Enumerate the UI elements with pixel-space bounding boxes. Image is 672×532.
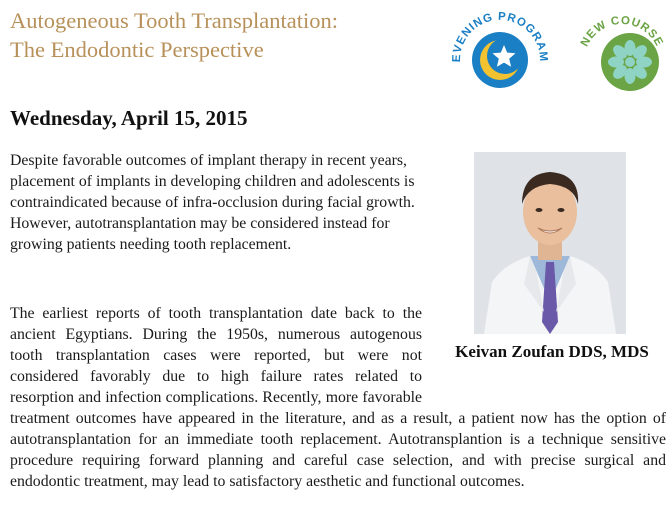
new-course-badge bbox=[572, 2, 672, 102]
flower-icon bbox=[608, 40, 652, 84]
evening-program-badge bbox=[448, 2, 550, 102]
description-paragraph-1: Despite favorable outcomes of implant therapy in recent years, placement of implants in developing children and adolescents is contraindicated because of infra-occlusion during facial growth. However, autotransplantation may be considered instead for growing patients needing tooth replacement. bbox=[10, 152, 415, 253]
course-title-line1: Autogeneous Tooth Transplantation: bbox=[10, 8, 339, 33]
evening-program-badge-text: EVENING PROGRAM bbox=[450, 10, 550, 63]
speaker-photo bbox=[474, 152, 626, 334]
event-date: Wednesday, April 15, 2015 bbox=[10, 106, 248, 130]
course-title bbox=[10, 6, 430, 64]
speaker-name: Keivan Zoufan DDS, MDS bbox=[455, 342, 649, 361]
new-course-badge-text: NEW COURSE bbox=[578, 14, 666, 49]
description-paragraph-2: The earliest reports of tooth transplantation date back to the ancient Egyptians. During the 1950s, numerous autogenous tooth transplantation cases were reported, but were not considered favorably due to high failure rates related to resorption and infection complications. Recently, more favorable treatment outcomes have appeared in the literature, and as a result, a patient now has the option of autotransplantation for an immediate tooth replacement. Autotransplantion is a technique sensitive procedure requiring forward planning and careful case selection, and with precise surgical and endodontic treatment, may lead to satisfactory aesthetic and functional outcomes. bbox=[10, 305, 666, 490]
course-title-line2: The Endodontic Perspective bbox=[10, 37, 264, 62]
